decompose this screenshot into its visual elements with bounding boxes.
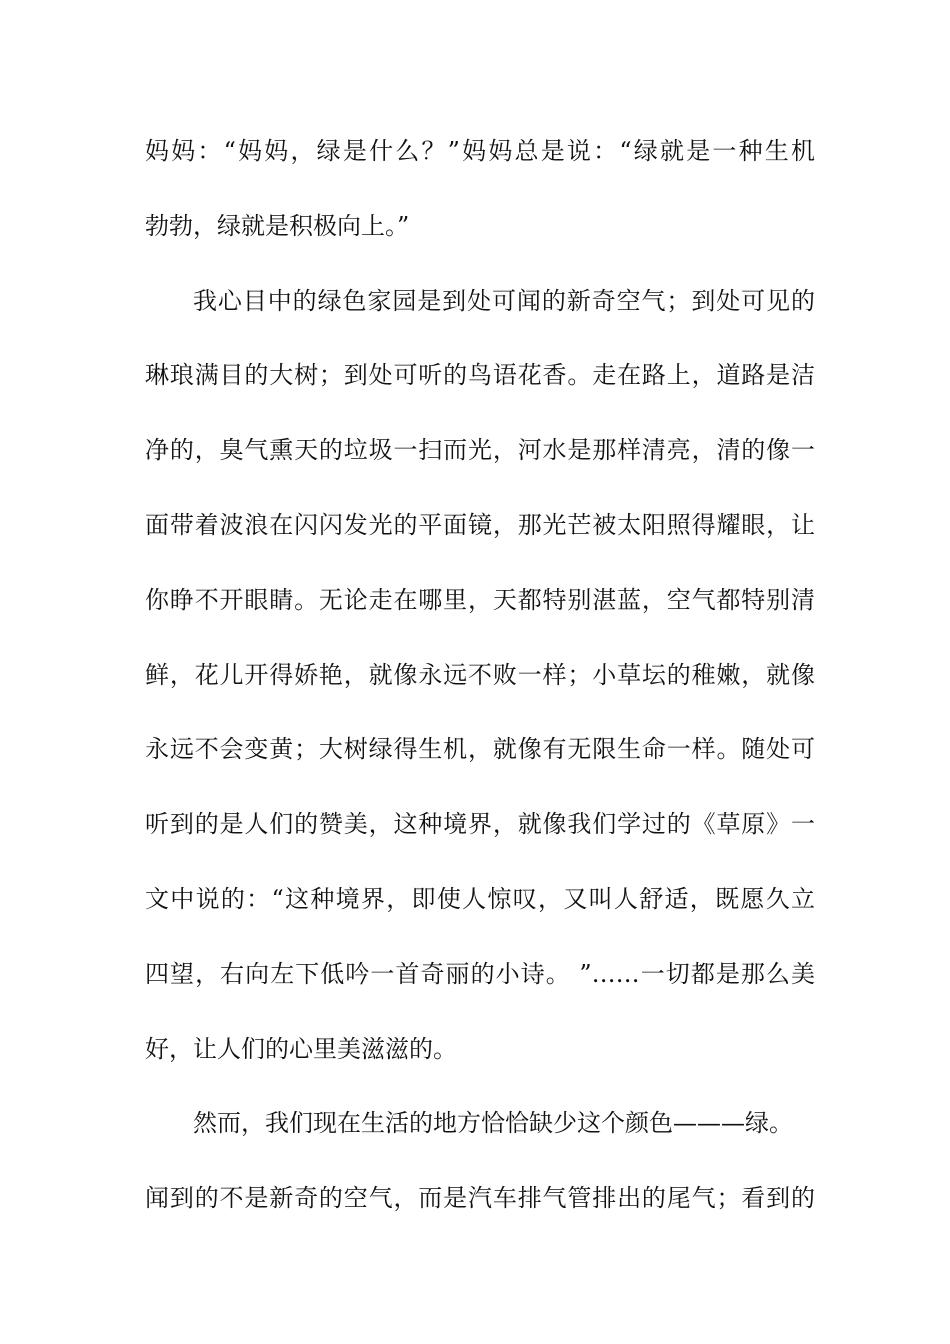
text-line: 净的，臭气熏天的垃圾一扫而光，河水是那样清亮，清的像一	[145, 436, 815, 465]
text-line: 然而，我们现在生活的地方恰恰缺少这个颜色———绿。	[193, 1109, 793, 1138]
text-line: 琳琅满目的大树；到处可听的鸟语花香。走在路上，道路是洁	[145, 361, 815, 390]
text-line: 鲜，花儿开得娇艳，就像永远不败一样；小草坛的稚嫩，就像	[145, 660, 815, 689]
text-line: 妈妈：“妈妈，绿是什么？”妈妈总是说：“绿就是一种生机	[145, 137, 815, 165]
text-line: 勃勃，绿就是积极向上。”	[145, 211, 410, 240]
body-text	[145, 131, 815, 1253]
text-line: 闻到的不是新奇的空气，而是汽车排气管排出的尾气；看到的	[145, 1184, 815, 1213]
text-line: 四望，右向左下低吟一首奇丽的小诗。 ”……一切都是那么美	[145, 959, 815, 988]
text-line: 文中说的：“这种境界，即使人惊叹，又叫人舒适，既愿久立	[145, 884, 815, 913]
text-line: 面带着波浪在闪闪发光的平面镜，那光芒被太阳照得耀眼，让	[145, 510, 815, 539]
text-line: 听到的是人们的赞美，这种境界，就像我们学过的《草原》一	[145, 810, 815, 839]
text-line: 我心目中的绿色家园是到处可闻的新奇空气；到处可见的	[193, 286, 815, 315]
text-line: 好，让人们的心里美滋滋的。	[145, 1034, 457, 1063]
text-line: 永远不会变黄；大树绿得生机，就像有无限生命一样。随处可	[145, 735, 815, 764]
text-line: 你睁不开眼睛。无论走在哪里，天都特别湛蓝，空气都特别清	[145, 585, 815, 614]
